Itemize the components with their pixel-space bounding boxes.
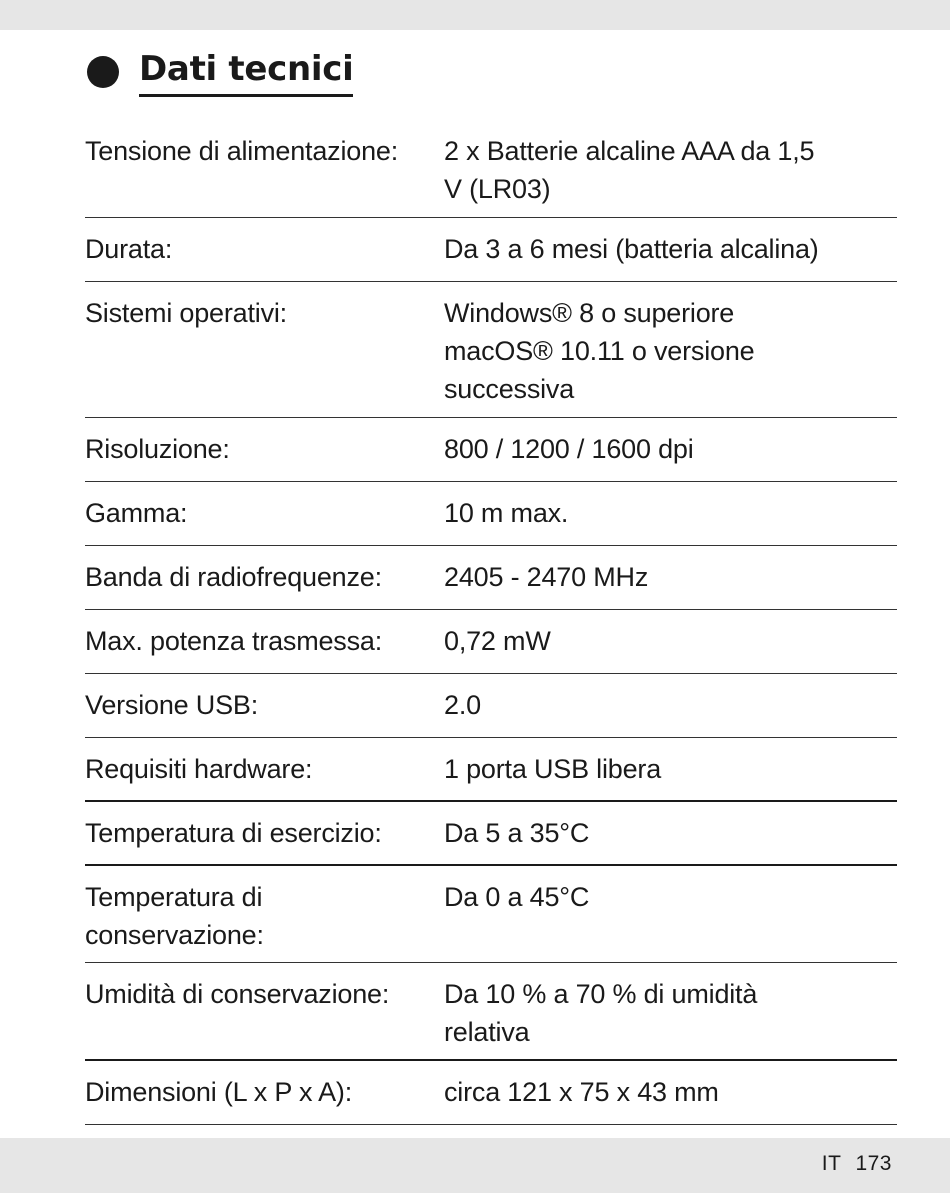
spec-label: Gamma:	[85, 498, 188, 528]
spec-value-line: 1 porta USB libera	[444, 754, 662, 784]
spec-value-line: circa 121 x 75 x 43 mm	[444, 1077, 719, 1107]
section-heading	[87, 46, 353, 97]
spec-value-line: 800 / 1200 / 1600 dpi	[444, 434, 694, 464]
spec-label: Sistemi operativi:	[85, 298, 287, 328]
spec-value-line: 10 m max.	[444, 498, 569, 528]
page-number: 173	[855, 1152, 892, 1175]
page-footer-band	[0, 1138, 950, 1193]
spec-value-line: relativa	[444, 1017, 530, 1047]
spec-row	[85, 963, 897, 1061]
spec-value-line: 2405 - 2470 MHz	[444, 562, 649, 592]
spec-label: Umidità di conservazione:	[85, 979, 390, 1009]
spec-row	[85, 674, 897, 738]
spec-label-line: conservazione:	[85, 920, 264, 950]
spec-value-line: V (LR03)	[444, 174, 551, 204]
spec-label: Temperatura di esercizio:	[85, 818, 382, 848]
spec-value-line: Da 5 a 35°C	[444, 818, 590, 848]
spec-value-line: macOS® 10.11 o versione	[444, 336, 755, 366]
spec-row	[85, 128, 897, 218]
spec-label: Dimensioni (L x P x A):	[85, 1077, 352, 1107]
spec-value	[444, 975, 897, 1051]
spec-value	[444, 814, 897, 852]
spec-label: Risoluzione:	[85, 434, 230, 464]
spec-row	[85, 1061, 897, 1125]
spec-row	[85, 610, 897, 674]
spec-label	[85, 878, 444, 954]
spec-value	[444, 494, 897, 532]
spec-value	[444, 1073, 897, 1111]
spec-value	[444, 622, 897, 660]
spec-value-line: Windows® 8 o superiore	[444, 298, 735, 328]
spec-value	[444, 686, 897, 724]
language-code: IT	[821, 1152, 842, 1175]
spec-row	[85, 546, 897, 610]
spec-row	[85, 218, 897, 282]
spec-row	[85, 802, 897, 866]
spec-label: Max. potenza trasmessa:	[85, 626, 383, 656]
spec-value	[444, 558, 897, 596]
page-top-band	[0, 0, 950, 30]
spec-label: Requisiti hardware:	[85, 754, 313, 784]
spec-value	[444, 430, 897, 468]
spec-value-line: 2.0	[444, 690, 481, 720]
spec-value-line: 2 x Batterie alcaline AAA da 1,5	[444, 136, 815, 166]
spec-label: Banda di radiofrequenze:	[85, 562, 382, 592]
spec-value-line: Da 10 % a 70 % di umidità	[444, 979, 758, 1009]
spec-value	[444, 294, 897, 408]
spec-label: Durata:	[85, 234, 173, 264]
bullet-icon	[87, 56, 119, 88]
spec-value-line: successiva	[444, 374, 575, 404]
spec-row	[85, 482, 897, 546]
page-footer	[822, 1150, 892, 1178]
spec-value-line: 0,72 mW	[444, 626, 551, 656]
spec-value	[444, 132, 897, 208]
spec-label-line: Temperatura di	[85, 882, 263, 912]
spec-value-line: Da 3 a 6 mesi (batteria alcalina)	[444, 234, 819, 264]
section-title: Dati tecnici	[139, 46, 353, 97]
spec-table	[85, 128, 897, 1125]
spec-label: Versione USB:	[85, 690, 258, 720]
spec-row	[85, 418, 897, 482]
spec-row	[85, 866, 897, 963]
spec-value	[444, 750, 897, 788]
spec-value	[444, 230, 897, 268]
spec-value	[444, 878, 897, 954]
spec-label: Tensione di alimentazione:	[85, 136, 398, 166]
spec-value-line: Da 0 a 45°C	[444, 882, 590, 912]
spec-row	[85, 282, 897, 418]
spec-row	[85, 738, 897, 802]
